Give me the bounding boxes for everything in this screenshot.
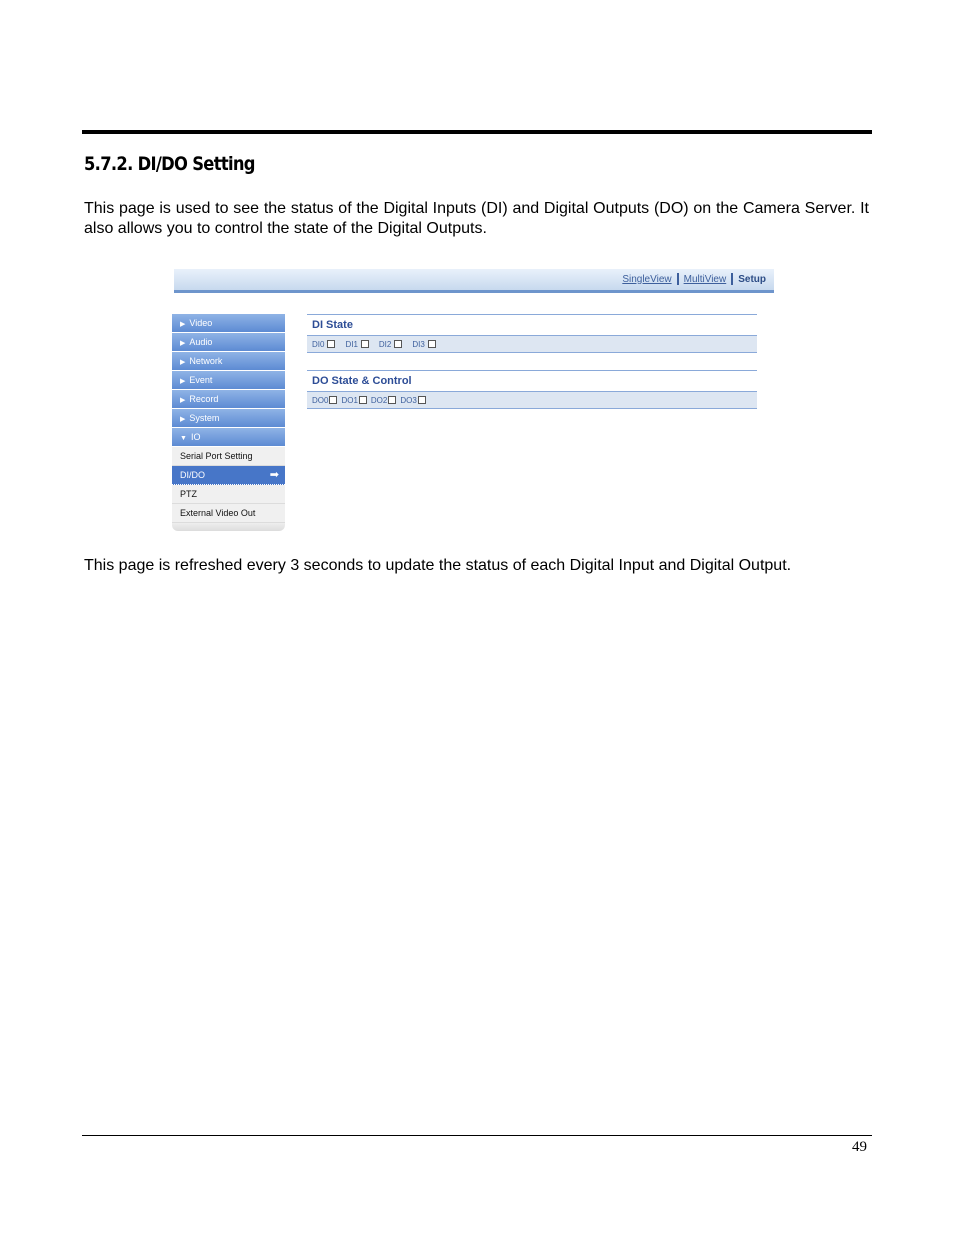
multiview-link[interactable]: MultiView — [683, 273, 727, 285]
sidebar-subitem-serial-port[interactable]: Serial Port Setting — [172, 447, 285, 466]
sidebar-item-io[interactable]: ▼ IO — [172, 428, 285, 446]
triangle-right-icon: ▶ — [180, 397, 186, 404]
do2-checkbox[interactable] — [388, 396, 396, 404]
di2-label: DI2 — [378, 339, 392, 349]
section-heading: 5.7.2. DI/DO Setting — [84, 153, 255, 175]
sidebar-subitem-ptz[interactable]: PTZ — [172, 485, 285, 504]
singleview-link[interactable]: SingleView — [622, 273, 672, 285]
top-nav — [622, 273, 766, 285]
do-row — [307, 391, 757, 409]
do0-label: DO0 — [312, 395, 329, 405]
screenshot-figure — [172, 266, 776, 532]
sidebar-item-event[interactable]: ▶ Event — [172, 371, 285, 389]
triangle-right-icon: ▶ — [180, 378, 186, 385]
di0-label: DI0 — [312, 339, 325, 349]
arrow-right-icon: ➡ — [269, 469, 279, 481]
triangle-down-icon: ▼ — [180, 435, 187, 442]
sidebar-item-video[interactable]: ▶ Video — [172, 314, 285, 332]
di-panel — [307, 314, 757, 353]
nav-separator — [731, 273, 733, 285]
setup-link[interactable]: Setup — [738, 273, 766, 285]
di3-label: DI3 — [412, 339, 425, 349]
nav-separator — [677, 273, 679, 285]
triangle-right-icon: ▶ — [180, 321, 186, 328]
triangle-right-icon: ▶ — [180, 340, 186, 347]
top-bar — [174, 269, 774, 293]
sidebar-subitem-dido[interactable]: DI/DO ➡ — [172, 466, 285, 485]
di0-indicator — [327, 340, 335, 348]
do3-label: DO3 — [400, 395, 417, 405]
di1-label: DI1 — [345, 339, 358, 349]
sidebar-item-record[interactable]: ▶ Record — [172, 390, 285, 408]
di-panel-title: DI State — [307, 314, 757, 335]
do0-checkbox[interactable] — [329, 396, 337, 404]
intro-paragraph: This page is used to see the status of the Digital Inputs (DI) and Digital Outputs (DO) on the Camera Server. It also allows you to control the state of the Digital Outputs. — [84, 200, 869, 237]
refresh-paragraph: This page is refreshed every 3 seconds to update the status of each Digital Input and Digital Output. — [84, 557, 792, 574]
sidebar-subitem-external-video-out[interactable]: External Video Out — [172, 504, 285, 523]
triangle-right-icon: ▶ — [180, 359, 186, 366]
bottom-rule — [82, 1135, 872, 1136]
di1-indicator — [361, 340, 369, 348]
do-panel-title: DO State & Control — [307, 370, 757, 391]
page-number: 49 — [852, 1139, 867, 1155]
di-row — [307, 335, 757, 353]
di3-indicator — [428, 340, 436, 348]
sidebar-item-audio[interactable]: ▶ Audio — [172, 333, 285, 351]
do3-checkbox[interactable] — [418, 396, 426, 404]
di2-indicator — [394, 340, 402, 348]
sidebar-item-system[interactable]: ▶ System — [172, 409, 285, 427]
sidebar-item-network[interactable]: ▶ Network — [172, 352, 285, 370]
triangle-right-icon: ▶ — [180, 416, 186, 423]
top-rule — [82, 130, 872, 134]
do1-label: DO1 — [341, 395, 358, 405]
sidebar — [172, 314, 285, 531]
sidebar-footer — [172, 523, 285, 531]
do-panel — [307, 370, 757, 409]
do1-checkbox[interactable] — [359, 396, 367, 404]
do2-label: DO2 — [370, 395, 388, 405]
